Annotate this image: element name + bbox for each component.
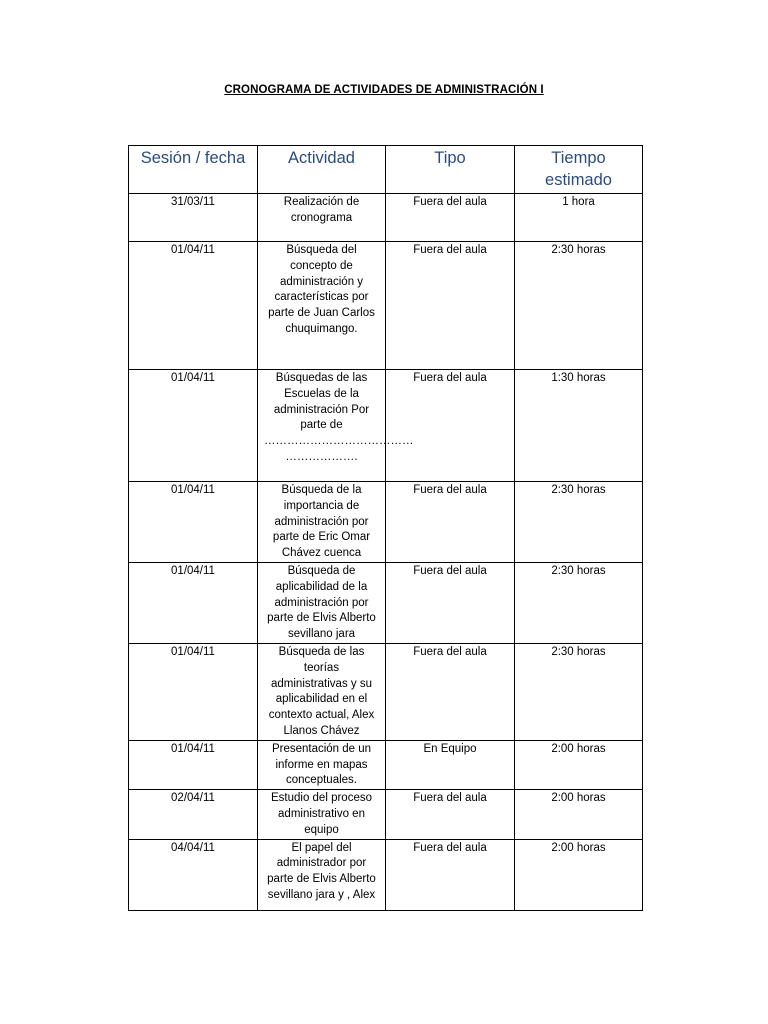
- cell-type: Fuera del aula: [386, 562, 515, 643]
- cell-time: 2:30 horas: [515, 643, 643, 740]
- cell-type: Fuera del aula: [386, 194, 515, 242]
- cell-activity: Búsqueda del concepto de administración y características por parte de Juan Carlos chuquimango.: [258, 242, 386, 370]
- table-row: [129, 482, 643, 563]
- table-body: [129, 194, 643, 911]
- cell-date: 01/04/11: [129, 482, 258, 563]
- cell-activity: Búsqueda de aplicabilidad de la administración por parte de Elvis Alberto sevillano jara: [258, 562, 386, 643]
- cell-time: 2:30 horas: [515, 562, 643, 643]
- cell-activity: Búsqueda de las teorías administrativas y su aplicabilidad en el contexto actual, Alex Llanos Chávez: [258, 643, 386, 740]
- cell-type: Fuera del aula: [386, 370, 515, 482]
- table-row: [129, 242, 643, 370]
- cell-time: 1:30 horas: [515, 370, 643, 482]
- cell-date: 31/03/11: [129, 194, 258, 242]
- cell-type: Fuera del aula: [386, 643, 515, 740]
- table-row: [129, 790, 643, 839]
- cell-date: 01/04/11: [129, 643, 258, 740]
- cell-type: Fuera del aula: [386, 482, 515, 563]
- cell-activity: Realización de cronograma: [258, 194, 386, 242]
- cell-date: 01/04/11: [129, 242, 258, 370]
- schedule-table: [128, 145, 643, 911]
- cell-activity: Presentación de un informe en mapas conceptuales.: [258, 740, 386, 789]
- header-estimated-time: Tiempo estimado: [515, 146, 643, 194]
- table-row: [129, 839, 643, 910]
- table-row: [129, 370, 643, 482]
- cell-time: 1 hora: [515, 194, 643, 242]
- cell-time: 2:00 horas: [515, 839, 643, 910]
- cell-activity: Búsquedas de las Escuelas de la administración Por parte de ………………………………… ……………….: [258, 370, 386, 482]
- cell-date: 02/04/11: [129, 790, 258, 839]
- cell-type: Fuera del aula: [386, 242, 515, 370]
- table-row: [129, 562, 643, 643]
- cell-time: 2:00 horas: [515, 790, 643, 839]
- header-row: [129, 146, 643, 194]
- header-session-date: Sesión / fecha: [129, 146, 258, 194]
- cell-type: Fuera del aula: [386, 839, 515, 910]
- document-title: CRONOGRAMA DE ACTIVIDADES DE ADMINISTRACIÓN I: [224, 84, 544, 96]
- header-type: Tipo: [386, 146, 515, 194]
- cell-time: 2:30 horas: [515, 482, 643, 563]
- table-row: [129, 194, 643, 242]
- table-header: [129, 146, 643, 194]
- cell-time: 2:30 horas: [515, 242, 643, 370]
- cell-type: Fuera del aula: [386, 790, 515, 839]
- cell-activity: El papel del administrador por parte de Elvis Alberto sevillano jara y , Alex: [258, 839, 386, 910]
- cell-date: 01/04/11: [129, 740, 258, 789]
- table-row: [129, 643, 643, 740]
- header-activity: Actividad: [258, 146, 386, 194]
- table-row: [129, 740, 643, 789]
- cell-date: 01/04/11: [129, 562, 258, 643]
- cell-time: 2:00 horas: [515, 740, 643, 789]
- cell-activity: Búsqueda de la importancia de administración por parte de Eric Omar Chávez cuenca: [258, 482, 386, 563]
- cell-date: 04/04/11: [129, 839, 258, 910]
- cell-type: En Equipo: [386, 740, 515, 789]
- cell-activity: Estudio del proceso administrativo en equipo: [258, 790, 386, 839]
- cell-date: 01/04/11: [129, 370, 258, 482]
